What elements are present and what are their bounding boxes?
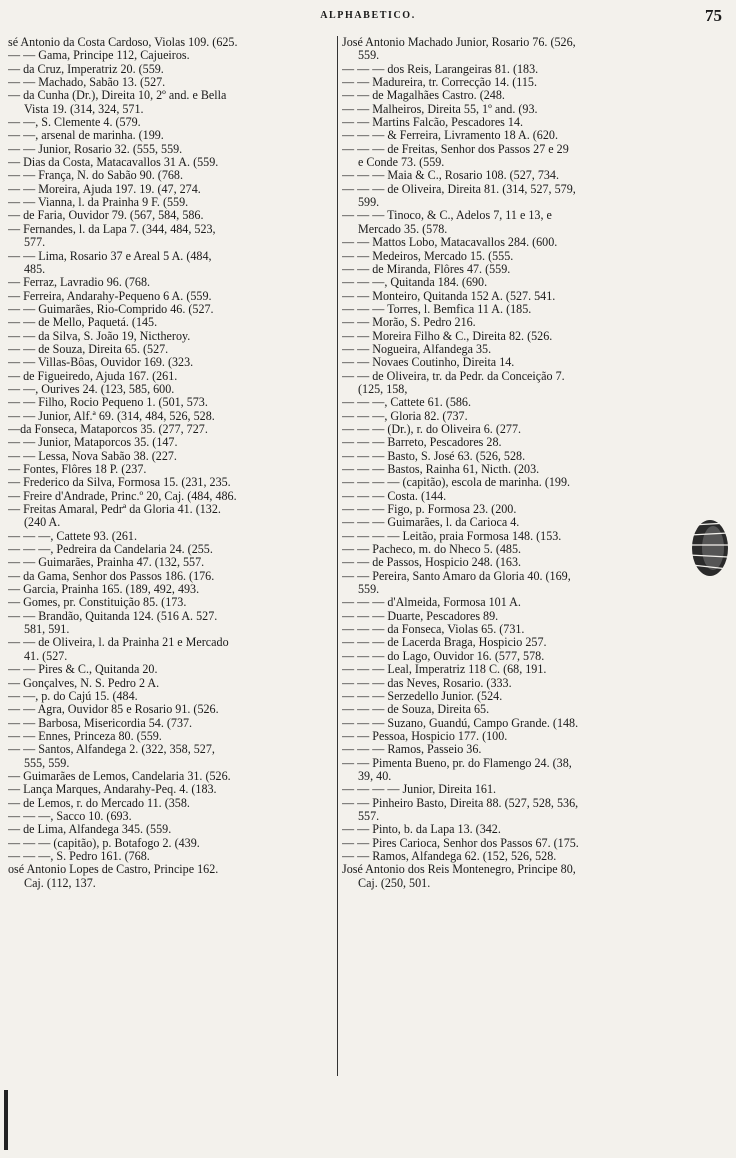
- directory-entry-line: — — Guimarães, Prainha 47. (132, 557.: [8, 556, 205, 570]
- directory-entry-line: — — Ennes, Princeza 80. (559.: [8, 729, 162, 743]
- directory-entry-line: 559.: [358, 49, 380, 63]
- directory-entry-line: — — — de Oliveira, Direita 81. (314, 527, 579,: [342, 182, 576, 196]
- directory-entry-line: — — Junior, Rosario 32. (555, 559.: [8, 142, 183, 156]
- directory-entry-line: — — Vianna, l. da Prainha 9 F. (559.: [8, 196, 189, 210]
- directory-entry-line: — de Figueiredo, Ajuda 167. (261.: [8, 369, 178, 383]
- directory-entry-line: osé Antonio Lopes de Castro, Principe 162.: [8, 863, 219, 877]
- directory-entry-line: — — — de Freitas, Senhor dos Passos 27 e 29: [342, 142, 569, 156]
- directory-entry-line: 41. (527.: [24, 649, 68, 663]
- directory-entry-line: — de Lemos, r. do Mercado 11. (358.: [8, 796, 190, 810]
- directory-entry-line: — — — Figo, p. Formosa 23. (200.: [342, 503, 517, 517]
- directory-entry-line: Mercado 35. (578.: [358, 222, 448, 236]
- directory-entry-line: — — de Souza, Direita 65. (527.: [8, 342, 169, 356]
- directory-entry-line: — — —, Sacco 10. (693.: [8, 809, 132, 823]
- directory-entry-line: — — Machado, Sabão 13. (527.: [8, 76, 166, 90]
- directory-entry-line: — — — Suzano, Guandú, Campo Grande. (148.: [342, 716, 579, 730]
- directory-entry-line: — — Brandão, Quitanda 124. (516 A. 527.: [8, 609, 218, 623]
- directory-entry-line: 581, 591.: [24, 623, 70, 637]
- directory-entry-line: — — — Duarte, Pescadores 89.: [342, 609, 499, 623]
- directory-entry-line: — — Moreira Filho & C., Direita 82. (526.: [342, 329, 553, 343]
- right-column: [342, 36, 672, 890]
- directory-entry-line: — — — Leal, Imperatriz 118 C. (68, 191.: [342, 663, 547, 677]
- column-divider: [337, 36, 338, 1076]
- directory-entry-line: — — — Ramos, Passeio 36.: [342, 743, 482, 757]
- directory-entry-line: — da Cunha (Dr.), Direita 10, 2º and. e Bella: [8, 89, 227, 103]
- directory-entry-line: 577.: [24, 236, 46, 250]
- directory-entry-line: Caj. (112, 137.: [24, 876, 96, 890]
- directory-entry-line: — — — Serzedello Junior. (524.: [342, 689, 503, 703]
- directory-entry-line: — — — — Leitão, praia Formosa 148. (153.: [342, 529, 562, 543]
- left-column: [8, 36, 334, 890]
- directory-entry-line: — — Pires Carioca, Senhor dos Passos 67. (175.: [342, 836, 579, 850]
- directory-entry-line: — — — Basto, S. José 63. (526, 528.: [342, 449, 526, 463]
- directory-entry-line: 559.: [358, 583, 380, 597]
- directory-entry-line: — — Malheiros, Direita 55, 1º and. (93.: [342, 102, 538, 116]
- directory-entry-line: — — de Passos, Hospicio 248. (163.: [342, 556, 522, 570]
- directory-entry-line: — Ferraz, Lavradio 96. (768.: [8, 276, 151, 290]
- directory-entry-line: — — de Miranda, Flôres 47. (559.: [342, 262, 511, 276]
- directory-entry-line: — — —, Pedreira da Candelaria 24. (255.: [8, 543, 213, 557]
- directory-entry-line: — — — de Souza, Direita 65.: [342, 703, 490, 717]
- directory-entry-line: (125, 158,: [358, 382, 408, 396]
- directory-entry-line: 599.: [358, 196, 380, 210]
- directory-entry-line: — de Faria, Ouvidor 79. (567, 584, 586.: [8, 209, 204, 223]
- directory-entry-line: José Antonio dos Reis Montenegro, Principe 80,: [342, 863, 576, 877]
- directory-entry-line: — — Ramos, Alfandega 62. (152, 526, 528.: [342, 849, 557, 863]
- directory-entry-line: Vista 19. (314, 324, 571.: [24, 102, 144, 116]
- directory-entry-line: — — — (capitão), p. Botafogo 2. (439.: [8, 836, 200, 850]
- directory-entry-line: — —, p. do Cajú 15. (484.: [8, 689, 138, 703]
- directory-entry-line: — — —, S. Pedro 161. (768.: [8, 849, 150, 863]
- directory-entry-line: — — França, N. do Sabão 90. (768.: [8, 169, 183, 183]
- directory-entry-line: — — Pereira, Santo Amaro da Gloria 40. (169,: [342, 569, 571, 583]
- directory-entry-line: — — — Torres, l. Bemfica 11 A. (185.: [342, 302, 532, 316]
- directory-entry-line: — — — de Lacerda Braga, Hospicio 257.: [342, 636, 547, 650]
- directory-entry-line: — — Barbosa, Misericordia 54. (737.: [8, 716, 193, 730]
- directory-entry-line: 555, 559.: [24, 756, 70, 770]
- directory-entry-line: — — — (Dr.), r. do Oliveira 6. (277.: [342, 422, 522, 436]
- directory-entry-line: e Conde 73. (559.: [358, 156, 445, 170]
- directory-entry-line: — — Agra, Ouvidor 85 e Rosario 91. (526.: [8, 703, 219, 717]
- directory-entry-line: — — Lessa, Nova Sabão 38. (227.: [8, 449, 177, 463]
- directory-entry-line: — Freire d'Andrade, Princ.º 20, Caj. (484, 486.: [8, 489, 237, 503]
- directory-entry-line: — — Filho, Rocio Pequeno 1. (501, 573.: [8, 396, 208, 410]
- margin-ink-mark: [680, 515, 730, 581]
- directory-entry-line: — da Cruz, Imperatriz 20. (559.: [8, 62, 164, 76]
- directory-entry-line: — — Monteiro, Quitanda 152 A. (527. 541.: [342, 289, 556, 303]
- directory-entry-line: — — Pinto, b. da Lapa 13. (342.: [342, 823, 501, 837]
- directory-entry-line: — Ferreira, Andarahy-Pequeno 6 A. (559.: [8, 289, 212, 303]
- directory-entry-line: — — Morão, S. Pedro 216.: [342, 316, 476, 330]
- directory-entry-line: — — Junior, Mataporcos 35. (147.: [8, 436, 178, 450]
- directory-entry-line: — de Lima, Alfandega 345. (559.: [8, 823, 172, 837]
- directory-entry-line: — Fontes, Flôres 18 P. (237.: [8, 463, 147, 476]
- directory-entry-line: — — — — (capitão), escola de marinha. (199.: [342, 476, 571, 490]
- directory-entry-line: sé Antonio da Costa Cardoso, Violas 109. (625.: [8, 36, 238, 49]
- directory-entry-line: — — — d'Almeida, Formosa 101 A.: [342, 596, 521, 610]
- binding-edge-mark: [4, 1090, 8, 1150]
- directory-entry-line: — Dias da Costa, Matacavallos 31 A. (559.: [8, 156, 219, 170]
- directory-entry-line: — — — Guimarães, l. da Carioca 4.: [342, 516, 520, 530]
- directory-entry-line: — — — Bastos, Rainha 61, Nicth. (203.: [342, 463, 540, 476]
- directory-entry-line: — — — da Fonseca, Violas 65. (731.: [342, 623, 525, 637]
- page-header: [0, 6, 736, 30]
- directory-entry-line: — — Martins Falcão, Pescadores 14.: [342, 116, 524, 130]
- directory-entry-line: —da Fonseca, Mataporcos 35. (277, 727.: [8, 422, 208, 436]
- directory-entry-line: — — Lima, Rosario 37 e Areal 5 A. (484,: [8, 249, 212, 263]
- directory-entry-line: — Gomes, pr. Constituição 85. (173.: [8, 596, 187, 610]
- directory-entry-line: — — Santos, Alfandega 2. (322, 358, 527,: [8, 743, 215, 757]
- directory-entry-line: — Lança Marques, Andarahy-Peq. 4. (183.: [8, 783, 217, 797]
- directory-entry-line: — Fernandes, l. da Lapa 7. (344, 484, 523,: [8, 222, 216, 236]
- directory-entry-line: — — — dos Reis, Larangeiras 81. (183.: [342, 62, 539, 76]
- directory-entry-line: — — — Barreto, Pescadores 28.: [342, 436, 502, 450]
- directory-entry-line: — — —, Quitanda 184. (690.: [342, 276, 488, 290]
- directory-entry-line: — Gonçalves, N. S. Pedro 2 A.: [8, 676, 160, 690]
- directory-entry-line: Caj. (250, 501.: [358, 876, 431, 890]
- directory-entry-line: — Frederico da Silva, Formosa 15. (231, 235.: [8, 476, 231, 490]
- directory-entry-line: — — Medeiros, Mercado 15. (555.: [342, 249, 514, 263]
- directory-entry-line: — da Gama, Senhor dos Passos 186. (176.: [8, 569, 215, 583]
- directory-entry-line: José Antonio Machado Junior, Rosario 76. (526,: [342, 36, 576, 49]
- directory-entry-line: — — Pessoa, Hospicio 177. (100.: [342, 729, 508, 743]
- directory-entry-line: — — de Magalhães Castro. (248.: [342, 89, 505, 103]
- directory-entry-line: — — de Oliveira, tr. da Pedr. da Conceição 7.: [342, 369, 565, 383]
- directory-entry-line: — — Villas-Bôas, Ouvidor 169. (323.: [8, 356, 194, 370]
- directory-entry-line: — Freitas Amaral, Pedrª da Gloria 41. (132.: [8, 503, 221, 517]
- directory-entry-line: — — Junior, Alf.ª 69. (314, 484, 526, 528.: [8, 409, 215, 423]
- directory-entry-line: — — da Silva, S. João 19, Nictheroy.: [8, 329, 191, 343]
- directory-entry-line: — — Pires & C., Quitanda 20.: [8, 663, 158, 677]
- directory-entry-line: — — de Oliveira, l. da Prainha 21 e Mercado: [8, 636, 229, 650]
- directory-entry-line: — — de Mello, Paquetá. (145.: [8, 316, 158, 330]
- directory-entry-line: — — —, Cattete 93. (261.: [8, 529, 137, 543]
- directory-entry-line: — — Nogueira, Alfandega 35.: [342, 342, 492, 356]
- directory-entry-line: 39, 40.: [358, 769, 392, 783]
- directory-entry-line: — — Pimenta Bueno, pr. do Flamengo 24. (38,: [342, 756, 572, 770]
- directory-entry-line: — —, arsenal de marinha. (199.: [8, 129, 164, 143]
- directory-entry-line: — Garcia, Prainha 165. (189, 492, 493.: [8, 583, 200, 597]
- directory-entry-line: — — Pinheiro Basto, Direita 88. (527, 528, 536,: [342, 796, 579, 810]
- directory-entry-line: — — —, Cattete 61. (586.: [342, 396, 471, 410]
- directory-entry-line: — — Madureira, tr. Correcção 14. (115.: [342, 76, 538, 90]
- directory-entry-line: (240 A.: [24, 516, 61, 530]
- directory-entry-line: — — Mattos Lobo, Matacavallos 284. (600.: [342, 236, 558, 250]
- running-title: ALPHABETICO.: [320, 10, 416, 21]
- directory-entry-line: — — — & Ferreira, Livramento 18 A. (620.: [342, 129, 558, 143]
- directory-entry-line: 557.: [358, 809, 380, 823]
- directory-entry-line: — — — — Junior, Direita 161.: [342, 783, 497, 797]
- directory-entry-line: — — Gama, Principe 112, Cajueiros.: [8, 49, 190, 63]
- directory-entry-line: — — — Maia & C., Rosario 108. (527, 734.: [342, 169, 560, 183]
- directory-entry-line: — — — do Lago, Ouvidor 16. (577, 578.: [342, 649, 545, 663]
- directory-entry-line: — Guimarães de Lemos, Candelaria 31. (526.: [8, 769, 231, 783]
- directory-entry-line: — — —, Gloria 82. (737.: [342, 409, 468, 423]
- directory-entry-line: — —, Ourives 24. (123, 585, 600.: [8, 382, 175, 396]
- directory-entry-line: — — Guimarães, Rio-Comprido 46. (527.: [8, 302, 214, 316]
- page-number: 75: [705, 6, 722, 25]
- directory-entry-line: — — — das Neves, Rosario. (333.: [342, 676, 512, 690]
- directory-entry-line: 485.: [24, 262, 46, 276]
- directory-entry-line: — —, S. Clemente 4. (579.: [8, 116, 141, 130]
- directory-entry-line: — — — Tinoco, & C., Adelos 7, 11 e 13, e: [342, 209, 552, 223]
- directory-entry-line: — — Moreira, Ajuda 197. 19. (47, 274.: [8, 182, 201, 196]
- directory-entry-line: — — — Costa. (144.: [342, 489, 447, 503]
- directory-entry-line: — — Pacheco, m. do Nheco 5. (485.: [342, 543, 522, 557]
- directory-entry-line: — — Novaes Coutinho, Direita 14.: [342, 356, 515, 370]
